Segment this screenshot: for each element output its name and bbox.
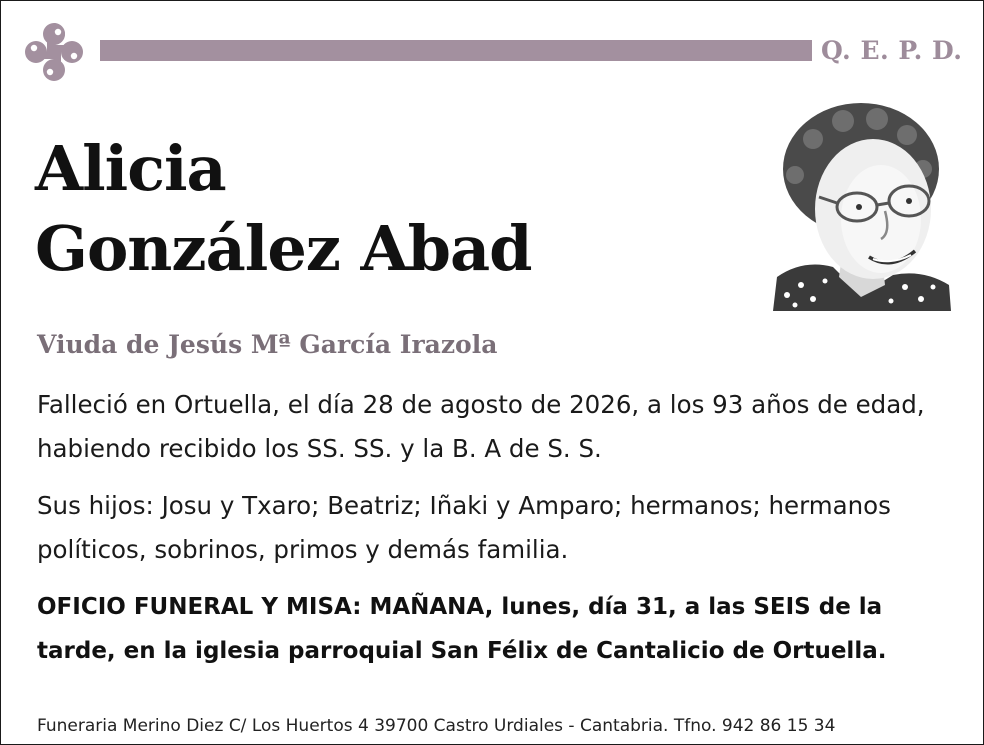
death-notice-paragraph: Falleció en Ortuella, el día 28 de agosto de 2026, a los 93 años de edad, habiendo recibido los SS. SS. y la B. A de S. S. bbox=[37, 390, 925, 463]
family-paragraph: Sus hijos: Josu y Txaro; Beatriz; Iñaki y Amparo; hermanos; hermanos políticos, sobrinos, primos y demás familia. bbox=[37, 491, 891, 564]
name-line-surnames: González Abad bbox=[35, 212, 532, 285]
widow-of-line: Viuda de Jesús Mª García Irazola bbox=[37, 330, 498, 359]
lauburu-icon bbox=[17, 15, 91, 89]
service-paragraph: OFICIO FUNERAL Y MISA: MAÑANA, lunes, día 31, a las SEIS de la tarde, en la iglesia parroquial San Félix de Cantalicio de Ortuella. bbox=[37, 594, 887, 664]
header-bar bbox=[100, 40, 812, 61]
funeral-home-footer: Funeraria Merino Diez C/ Los Huertos 4 39700 Castro Urdiales - Cantabria. Tfno. 942 86 15 34 bbox=[37, 716, 836, 736]
name-line-first: Alicia bbox=[35, 132, 226, 205]
deceased-name bbox=[35, 129, 532, 289]
qepd-label: Q. E. P. D. bbox=[821, 36, 963, 65]
portrait-photo bbox=[773, 99, 951, 311]
